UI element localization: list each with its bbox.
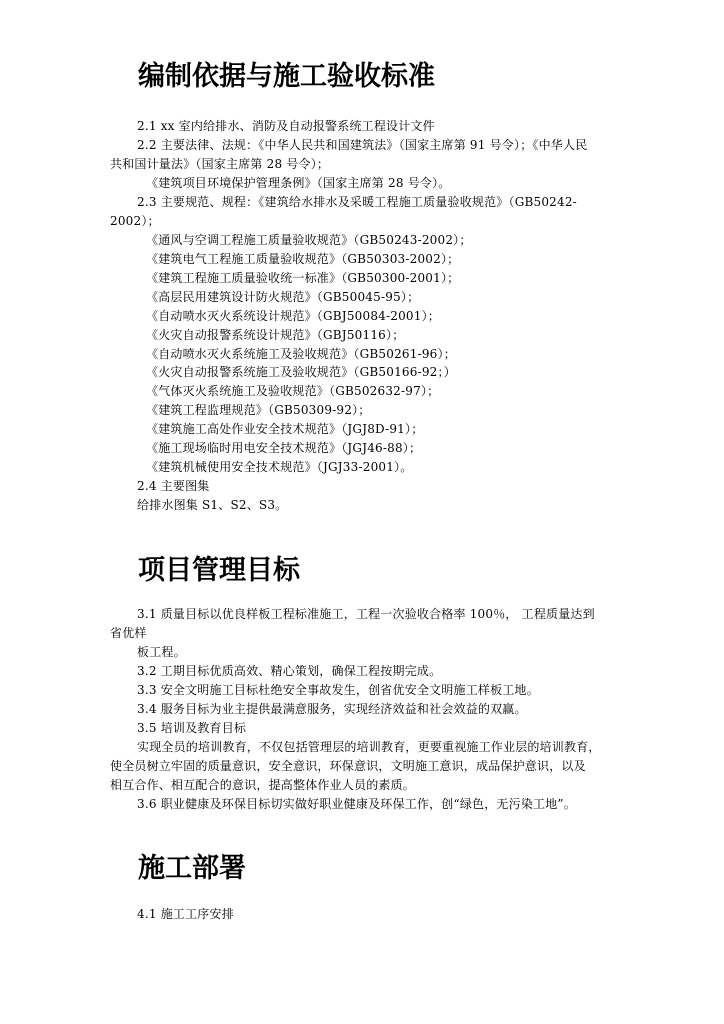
text-line: 《自动喷水灭火系统设计规范》（GBJ50084-2001）； [146,309,440,323]
text-line: 《建筑电气工程施工质量验收规范》（GB50303-2002）； [146,252,460,266]
section-heading-basis: 编制依据与施工验收标准 [138,61,435,92]
text-line: 《建筑机械使用安全技术规范》（JGJ33-2001）。 [146,460,413,474]
text-line: 共和国计量法》（国家主席第 28 号令）； [110,157,330,171]
text-line: 省优样 [110,626,147,640]
text-line: 《施工现场临时用电安全技术规范》（JGJ46-88）； [146,441,422,455]
text-line: 3.4 服务目标为业主提供最满意服务，实现经济效益和社会效益的双赢。 [137,702,527,716]
text-line: 2002）； [110,214,160,228]
text-line: 3.3 安全文明施工目标杜绝安全事故发生，创省优安全文明施工样板工地。 [137,683,539,697]
text-line: 2.2 主要法律、法规：《中华人民共和国建筑法》（国家主席第 91 号令）；《中华人民 [137,138,588,152]
text-line: 4.1 施工工序安排 [137,907,234,921]
text-line: 给排水图集 S1、S2、S3。 [137,498,288,512]
text-line: 3.1 质量目标以优良样板工程标准施工，工程一次验收合格率 100％， 工程质量达到 [137,607,595,621]
section-heading-goals: 项目管理目标 [138,555,300,586]
text-line: 使全员树立牢固的质量意识，安全意识，环保意识，文明施工意识，成品保护意识，以及 [110,759,586,773]
text-line: 2.4 主要图集 [137,479,210,493]
text-line: 3.5 培训及教育目标 [137,721,247,735]
text-line: 《建筑工程施工质量验收统一标准》（GB50300-2001）； [146,271,460,285]
text-line: 相互合作、相互配合的意识，提高整体作业人员的素质。 [110,778,416,792]
text-line: 实现全员的培训教育，不仅包括管理层的培训教育，更要重视施工作业层的培训教育， [137,740,601,754]
section-heading-deploy: 施工部署 [138,853,246,884]
text-line: 《高层民用建筑设计防火规范》（GB50045-95）； [146,290,420,304]
text-line: 《火灾自动报警系统施工及验收规范》（GB50166-92；） [146,365,456,379]
text-line: 3.2 工期目标优质高效、精心策划，确保工程按期完成。 [137,664,442,678]
text-line: 2.3 主要规范、规程：《建筑给水排水及采暖工程施工质量验收规范》（GB50242- [137,195,577,209]
text-line: 《自动喷水灭火系统施工及验收规范》（GB50261-96）； [146,347,456,361]
text-line: 板工程。 [137,645,186,659]
text-line: 《火灾自动报警系统设计规范》（GBJ50116）； [146,328,405,342]
text-line: 3.6 职业健康及环保目标切实做好职业健康及环保工作，创“绿色，无污染工地”。 [137,797,576,811]
text-line: 《建筑施工高处作业安全技术规范》（JGJ8D-91）； [146,422,424,436]
text-line: 《通风与空调工程施工质量验收规范》（GB50243-2002）； [146,233,472,247]
text-line: 《建筑项目环境保护管理条例》（国家主席第 28 号令）。 [146,176,451,190]
text-line: 《气体灭火系统施工及验收规范》（GB502632-97）； [146,384,440,398]
text-line: 2.1 xx 室内给排水、消防及自动报警系统工程设计文件 [137,119,435,133]
text-line: 《建筑工程监理规范》（GB50309-92）； [146,403,371,417]
